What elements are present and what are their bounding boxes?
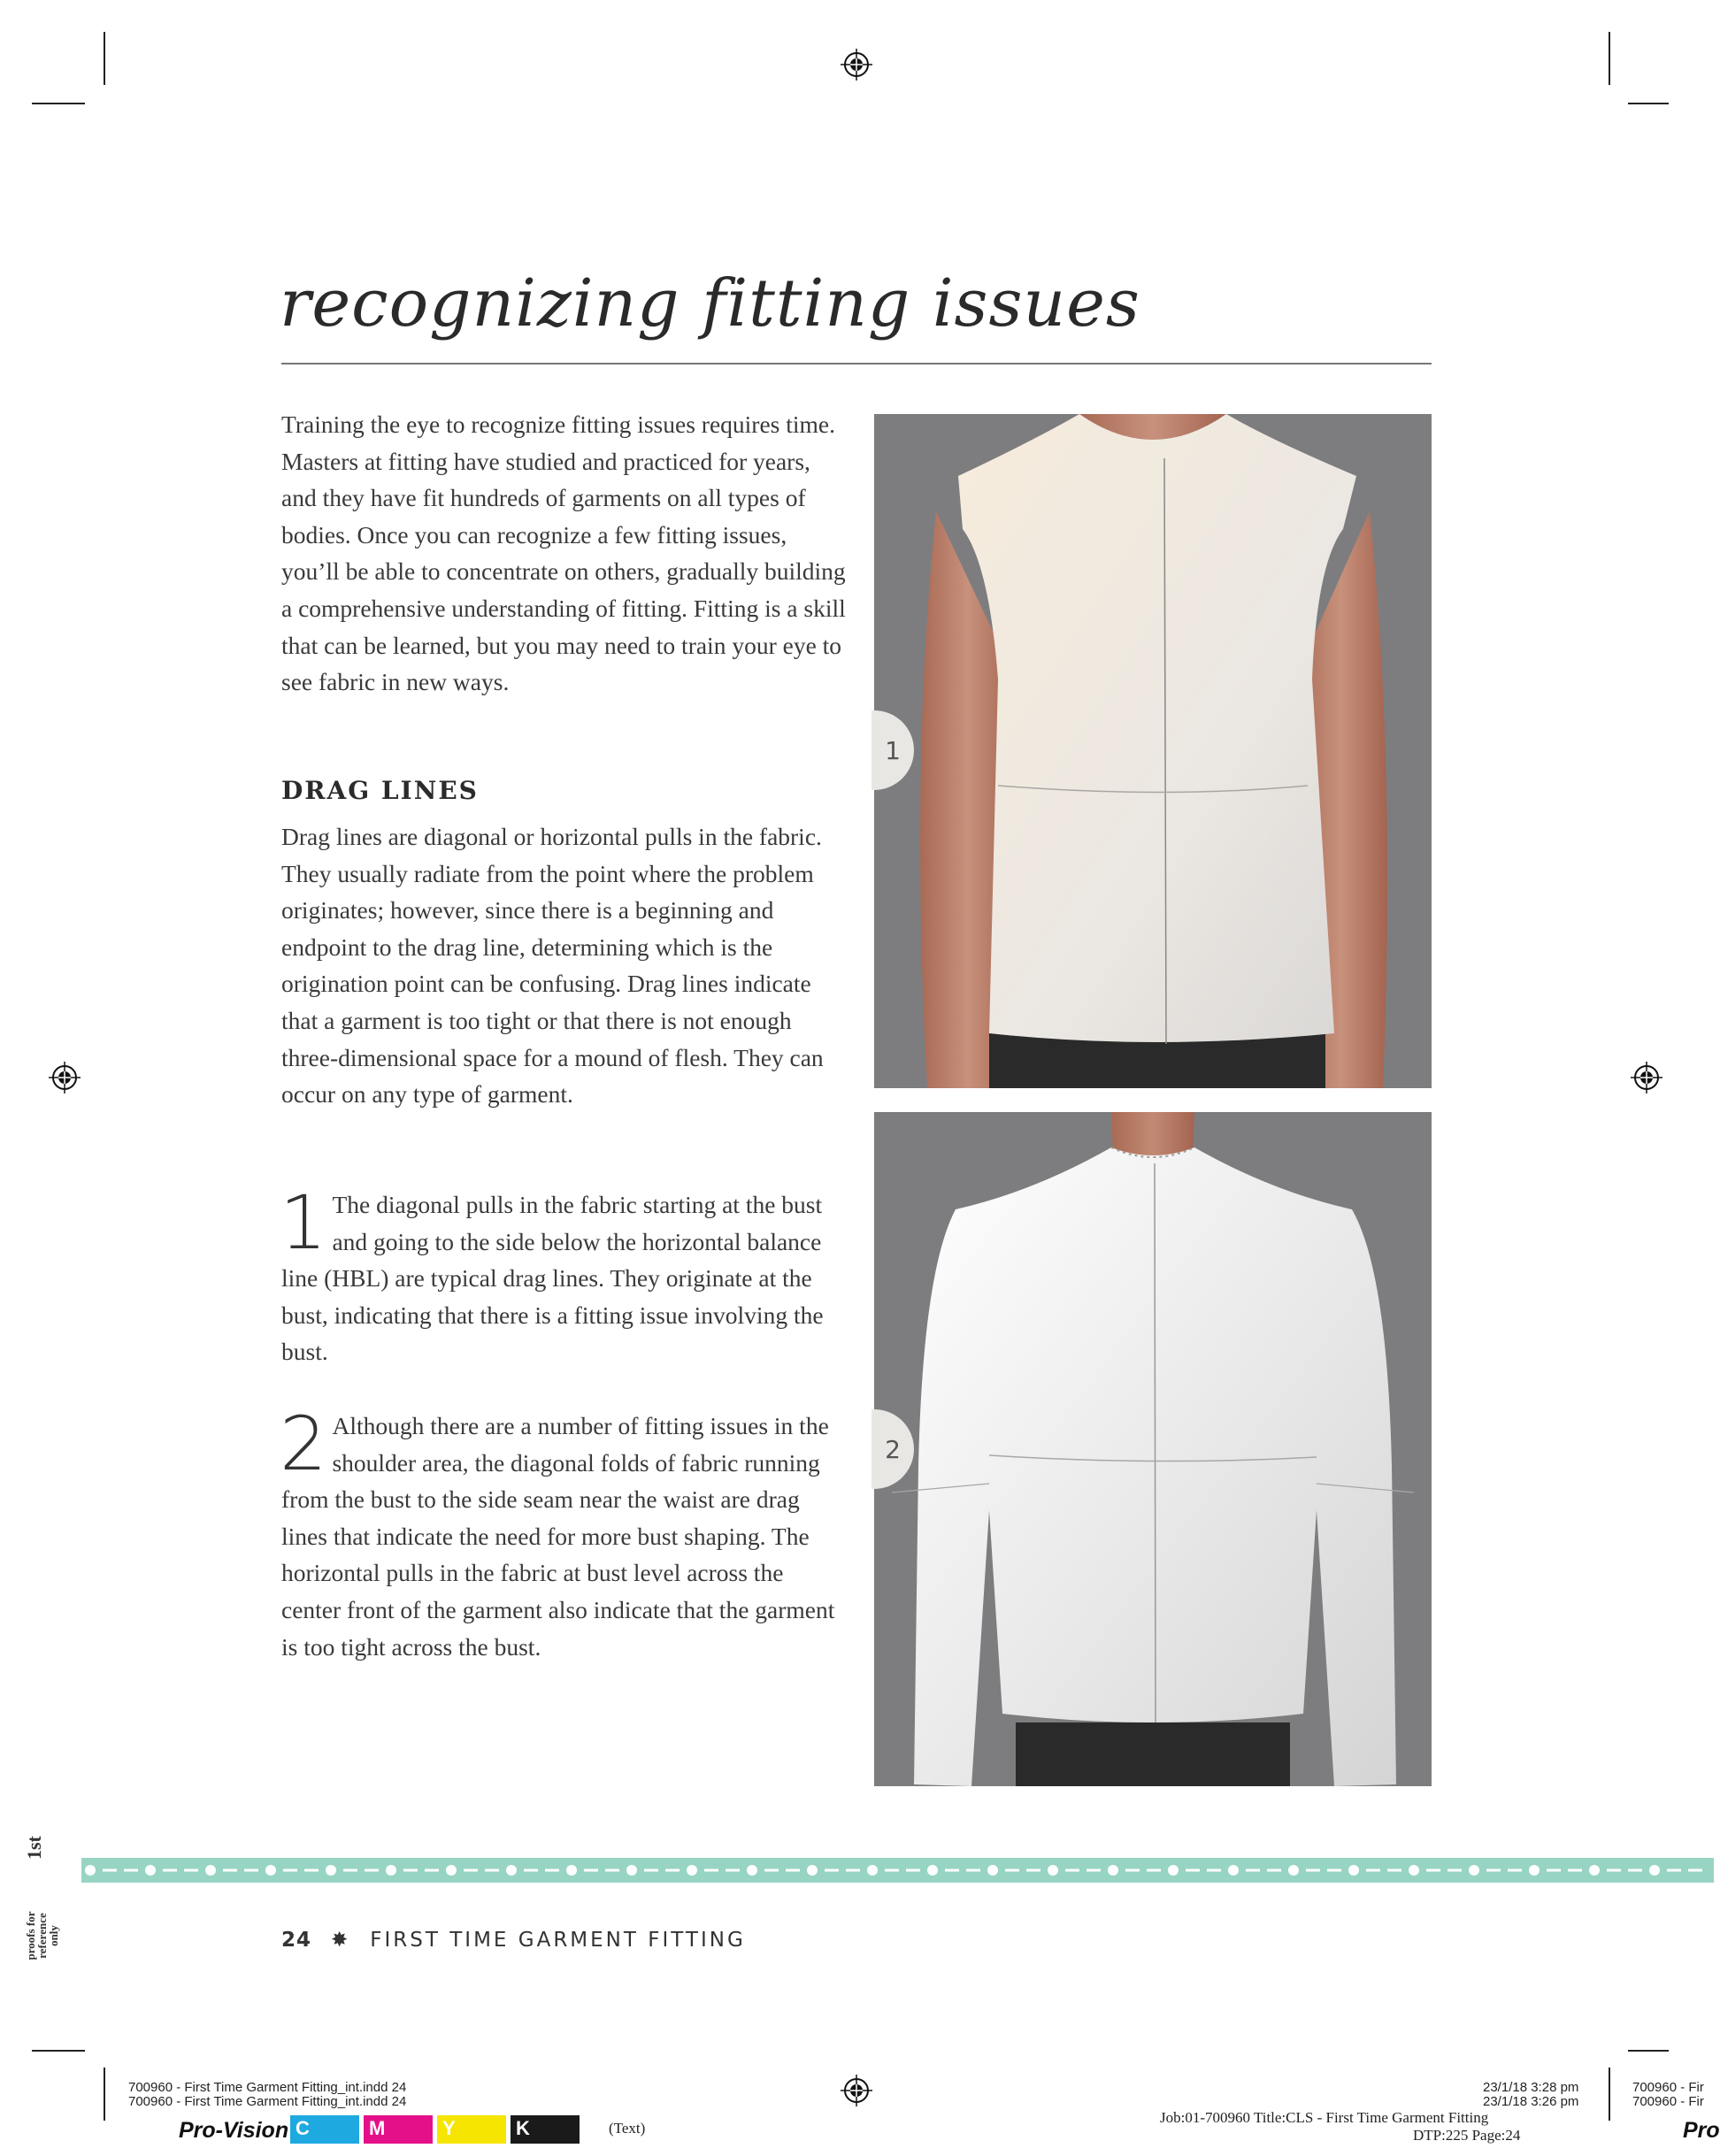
slug-date-line: 23/1/18 3:28 pm [1483, 2080, 1579, 2095]
section-text: Drag lines are diagonal or horizontal pulls in the fabric. They usually radiate from the point where the problem originates; however, since there is a beginning and endpoint to the drag line, determining which is the origination point can be confusing. Drag lines indicate that a garment is too tight or that there is not enough three-dimensional space for a mound of flesh. They can occur on any type of garment. [281, 823, 824, 1109]
slug-dtp-line: DTP:225 Page:24 [1413, 2127, 1521, 2144]
section-heading: DRAG LINES [281, 776, 479, 805]
numbered-item-1 [280, 1179, 848, 1370]
color-swatch-black: K [511, 2115, 580, 2144]
item-text: The diagonal pulls in the fabric starting at the bust and going to the side below the horizontal balance line (HBL) are typical drag lines. They originate at the bust, indicating that there is a fitting issue involving the bust. [281, 1191, 824, 1366]
color-swatch-yellow: Y [437, 2115, 506, 2144]
separator-star-icon: ✸ [331, 1929, 351, 1952]
crop-mark [1628, 2050, 1669, 2052]
color-swatch-magenta: M [364, 2115, 433, 2144]
slug-file-line: 700960 - First Time Garment Fitting_int.indd 24 [128, 2080, 407, 2095]
proof-note-line: only [47, 1925, 60, 1946]
section-paragraph [281, 818, 848, 1113]
page-number: 24 [281, 1929, 312, 1952]
crop-mark [1628, 103, 1669, 104]
crop-mark [1609, 32, 1610, 85]
crop-mark [104, 2068, 105, 2121]
registration-mark-icon [841, 49, 872, 81]
page-footer [281, 1929, 746, 1952]
book-title: FIRST TIME GARMENT FITTING [370, 1929, 746, 1952]
proof-note-line: reference [35, 1913, 49, 1959]
crop-mark [32, 103, 85, 104]
decorative-band [81, 1858, 1714, 1883]
item-number: 2 [280, 1400, 327, 1487]
slug-date-line: 23/1/18 3:26 pm [1483, 2094, 1579, 2109]
title-rule [281, 363, 1432, 364]
photo-badge-2: 2 [872, 1409, 914, 1489]
brand-logo: Pro-Vision [179, 2118, 289, 2143]
slug-file-line-cut: 700960 - Fir [1632, 2080, 1704, 2095]
page-title: recognizing fitting issues [280, 265, 1140, 341]
proof-note [25, 1900, 59, 1971]
proof-label: 1st [23, 1836, 45, 1860]
intro-text: Training the eye to recognize fitting issues requires time. Masters at fitting have studied and practiced for years, and they have fit hundreds of garments on all types of bodies. Once you can recognize a few fitting issues, you’ll be able to concentrate on others, gradually building a comprehensive understanding of fitting. Fitting is a skill that can be learned, but you may need to train your eye to see fabric in new ways. [281, 410, 846, 696]
item-number: 1 [280, 1179, 327, 1266]
crop-mark [32, 2050, 85, 2052]
slug-text-label: (Text) [609, 2120, 646, 2137]
crop-mark [104, 32, 105, 85]
photo-badge-1: 1 [872, 710, 914, 790]
registration-mark-icon [49, 1062, 81, 1093]
registration-mark-icon [1631, 1062, 1662, 1093]
crop-mark [1609, 2068, 1610, 2121]
brand-logo-cut: Pro [1683, 2118, 1720, 2143]
slug-file-line-cut: 700960 - Fir [1632, 2094, 1704, 2109]
proof-note-line: proofs for [24, 1911, 37, 1960]
intro-paragraph [281, 406, 848, 701]
registration-mark-icon [841, 2075, 872, 2106]
color-swatch-cyan: C [290, 2115, 359, 2144]
photo-long-sleeve-jacket [874, 1112, 1432, 1786]
slug-file-line: 700960 - First Time Garment Fitting_int.indd 24 [128, 2094, 407, 2109]
item-text: Although there are a number of fitting issues in the shoulder area, the diagonal folds of fabric running from the bust to the side seam near the waist are drag lines that indicate the need for more bust shaping. The horizontal pulls in the fabric at bust level across the center front of the garment also indicate that the garment is too tight across the bust. [281, 1412, 835, 1661]
photo-sleeveless-top [874, 414, 1432, 1088]
numbered-item-2 [280, 1400, 848, 1665]
slug-job-line: Job:01-700960 Title:CLS - First Time Garment Fitting [1160, 2109, 1489, 2126]
